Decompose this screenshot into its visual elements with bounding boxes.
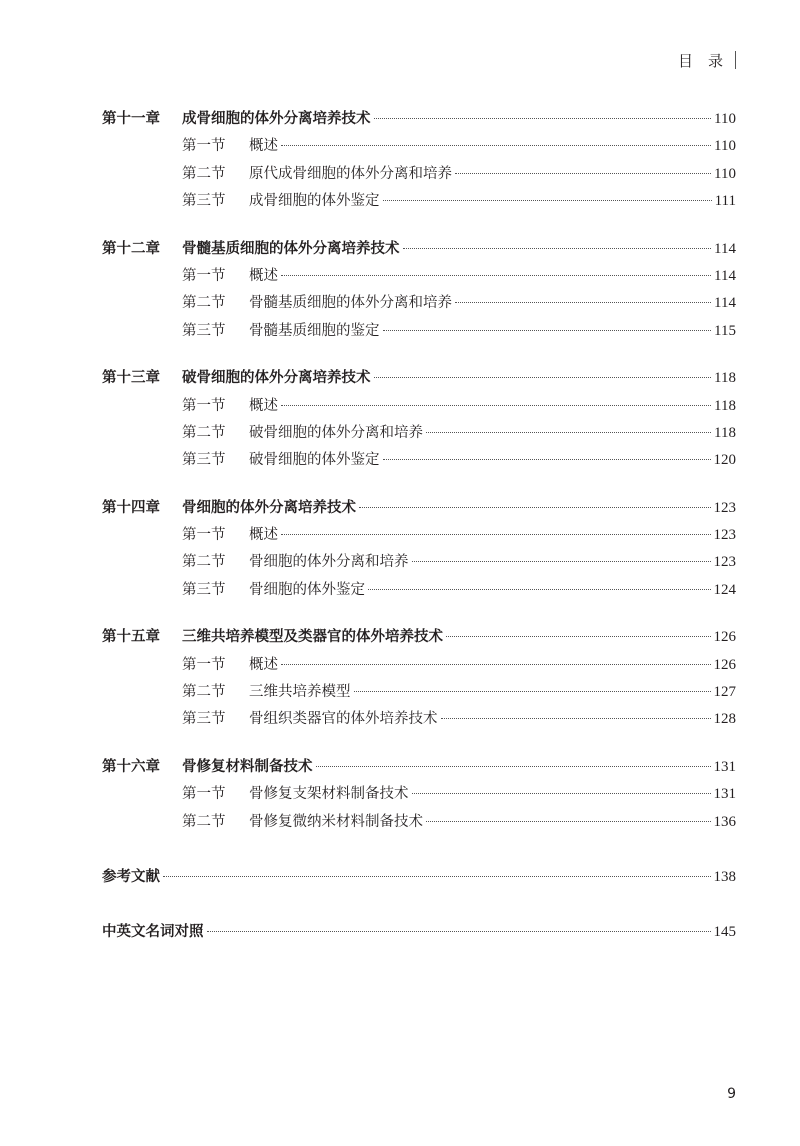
section-page: 131 — [713, 786, 736, 803]
section-page: 126 — [713, 656, 736, 673]
toc-section-entry[interactable] — [102, 706, 736, 733]
section-title: 概述 — [249, 397, 278, 414]
section-number: 第一节 — [182, 138, 226, 155]
toc-section-entry[interactable] — [102, 577, 736, 604]
toc-extra-entry[interactable] — [102, 864, 736, 891]
section-title: 成骨细胞的体外鉴定 — [249, 193, 380, 210]
dot-leader — [412, 561, 711, 562]
dot-leader — [383, 459, 711, 460]
section-number: 第一节 — [182, 786, 226, 803]
section-page: 118 — [714, 397, 736, 414]
section-number: 第一节 — [182, 397, 226, 414]
section-title: 骨细胞的体外鉴定 — [249, 581, 365, 598]
toc-section-entry[interactable] — [102, 420, 736, 447]
toc-chapter-entry[interactable] — [102, 365, 736, 392]
toc-section-entry[interactable] — [102, 188, 736, 215]
page-number: 9 — [727, 1086, 736, 1102]
extra-page: 145 — [713, 924, 736, 941]
section-number: 第二节 — [182, 295, 226, 312]
section-title: 破骨细胞的体外分离和培养 — [249, 424, 423, 441]
section-page: 115 — [714, 322, 736, 339]
section-title: 骨修复微纳米材料制备技术 — [249, 813, 423, 830]
chapter-title: 骨细胞的体外分离培养技术 — [182, 499, 356, 516]
chapter-page: 118 — [714, 370, 736, 387]
section-title: 骨髓基质细胞的体外分离和培养 — [249, 295, 452, 312]
toc-section-entry[interactable] — [102, 133, 736, 160]
section-page: 118 — [714, 424, 736, 441]
section-page: 136 — [713, 813, 736, 830]
toc-section-entry[interactable] — [102, 393, 736, 420]
section-number: 第一节 — [182, 656, 226, 673]
toc-chapter-block — [102, 106, 736, 216]
dot-leader — [426, 821, 711, 822]
dot-leader — [446, 636, 711, 637]
chapter-title: 骨修复材料制备技术 — [182, 758, 313, 775]
chapter-number: 第十三章 — [102, 370, 160, 387]
extra-page: 138 — [713, 868, 736, 885]
chapter-page: 126 — [713, 629, 736, 646]
section-title: 三维共培养模型 — [249, 684, 351, 701]
chapter-number: 第十五章 — [102, 629, 160, 646]
dot-leader — [163, 876, 711, 877]
toc-section-entry[interactable] — [102, 318, 736, 345]
dot-leader — [455, 302, 711, 303]
toc-chapter-block — [102, 236, 736, 346]
section-number: 第三节 — [182, 581, 226, 598]
chapter-page: 114 — [714, 240, 736, 257]
section-number: 第一节 — [182, 527, 226, 544]
dot-leader — [281, 275, 711, 276]
toc-section-entry[interactable] — [102, 161, 736, 188]
section-number: 第一节 — [182, 267, 226, 284]
section-title: 原代成骨细胞的体外分离和培养 — [249, 165, 452, 182]
toc-chapter-block — [102, 624, 736, 734]
chapter-number: 第十四章 — [102, 499, 160, 516]
toc-chapter-block — [102, 495, 736, 605]
section-title: 骨髓基质细胞的鉴定 — [249, 322, 380, 339]
dot-leader — [316, 766, 711, 767]
toc-section-entry[interactable] — [102, 447, 736, 474]
dot-leader — [368, 589, 711, 590]
chapter-title: 骨髓基质细胞的体外分离培养技术 — [182, 240, 400, 257]
toc-chapter-entry[interactable] — [102, 624, 736, 651]
running-header — [678, 50, 736, 71]
toc-extra-entry[interactable] — [102, 919, 736, 946]
dot-leader — [426, 432, 711, 433]
chapter-page: 131 — [713, 758, 736, 775]
section-title: 概述 — [249, 267, 278, 284]
toc-chapter-entry[interactable] — [102, 754, 736, 781]
section-number: 第二节 — [182, 165, 226, 182]
dot-leader — [281, 534, 711, 535]
chapter-page: 123 — [713, 499, 736, 516]
section-page: 124 — [713, 581, 736, 598]
dot-leader — [412, 793, 711, 794]
section-page: 128 — [713, 711, 736, 728]
dot-leader — [281, 405, 711, 406]
table-of-contents — [102, 106, 736, 947]
section-page: 114 — [714, 295, 736, 312]
extra-title: 中英文名词对照 — [102, 924, 204, 941]
section-title: 概述 — [249, 656, 278, 673]
toc-chapter-block — [102, 754, 736, 836]
toc-chapter-entry[interactable] — [102, 495, 736, 522]
dot-leader — [359, 507, 711, 508]
chapter-number: 第十一章 — [102, 111, 160, 127]
dot-leader — [281, 664, 711, 665]
section-page: 110 — [714, 165, 736, 182]
chapter-title: 三维共培养模型及类器官的体外培养技术 — [182, 629, 443, 646]
toc-chapter-entry[interactable] — [102, 106, 736, 133]
section-number: 第二节 — [182, 813, 226, 830]
chapter-number: 第十六章 — [102, 758, 160, 775]
chapter-page: 110 — [714, 111, 736, 127]
section-title: 概述 — [249, 527, 278, 544]
toc-section-entry[interactable] — [102, 549, 736, 576]
toc-section-entry[interactable] — [102, 652, 736, 679]
dot-leader — [374, 377, 712, 378]
section-page: 123 — [713, 527, 736, 544]
dot-leader — [455, 173, 711, 174]
section-number: 第三节 — [182, 711, 226, 728]
dot-leader — [207, 931, 711, 932]
header-title: 目 录 — [677, 52, 723, 70]
extra-title: 参考文献 — [102, 868, 160, 885]
toc-section-entry[interactable] — [102, 781, 736, 808]
section-page: 123 — [713, 554, 736, 571]
section-page: 110 — [714, 138, 736, 155]
dot-leader — [281, 145, 711, 146]
dot-leader — [354, 691, 711, 692]
chapter-title: 成骨细胞的体外分离培养技术 — [182, 111, 371, 127]
toc-chapter-block — [102, 365, 736, 475]
section-title: 骨细胞的体外分离和培养 — [249, 554, 409, 571]
dot-leader — [383, 330, 712, 331]
dot-leader — [403, 248, 712, 249]
section-number: 第三节 — [182, 193, 226, 210]
section-page: 114 — [714, 267, 736, 284]
toc-section-entry[interactable] — [102, 522, 736, 549]
chapter-title: 破骨细胞的体外分离培养技术 — [182, 370, 371, 387]
section-title: 骨组织类器官的体外培养技术 — [249, 711, 438, 728]
section-page: 120 — [713, 452, 736, 469]
section-number: 第三节 — [182, 322, 226, 339]
section-title: 概述 — [249, 138, 278, 155]
toc-section-entry[interactable] — [102, 809, 736, 836]
section-number: 第二节 — [182, 554, 226, 571]
section-title: 骨修复支架材料制备技术 — [249, 786, 409, 803]
toc-chapter-entry[interactable] — [102, 236, 736, 263]
chapter-number: 第十二章 — [102, 240, 160, 257]
toc-section-entry[interactable] — [102, 679, 736, 706]
section-number: 第二节 — [182, 424, 226, 441]
toc-section-entry[interactable] — [102, 263, 736, 290]
section-number: 第三节 — [182, 452, 226, 469]
section-page: 127 — [713, 684, 736, 701]
toc-section-entry[interactable] — [102, 290, 736, 317]
section-title: 破骨细胞的体外鉴定 — [249, 452, 380, 469]
section-page: 111 — [714, 193, 736, 210]
dot-leader — [441, 718, 711, 719]
dot-leader — [383, 200, 712, 201]
section-number: 第二节 — [182, 684, 226, 701]
dot-leader — [374, 118, 712, 119]
header-rule — [735, 51, 736, 69]
